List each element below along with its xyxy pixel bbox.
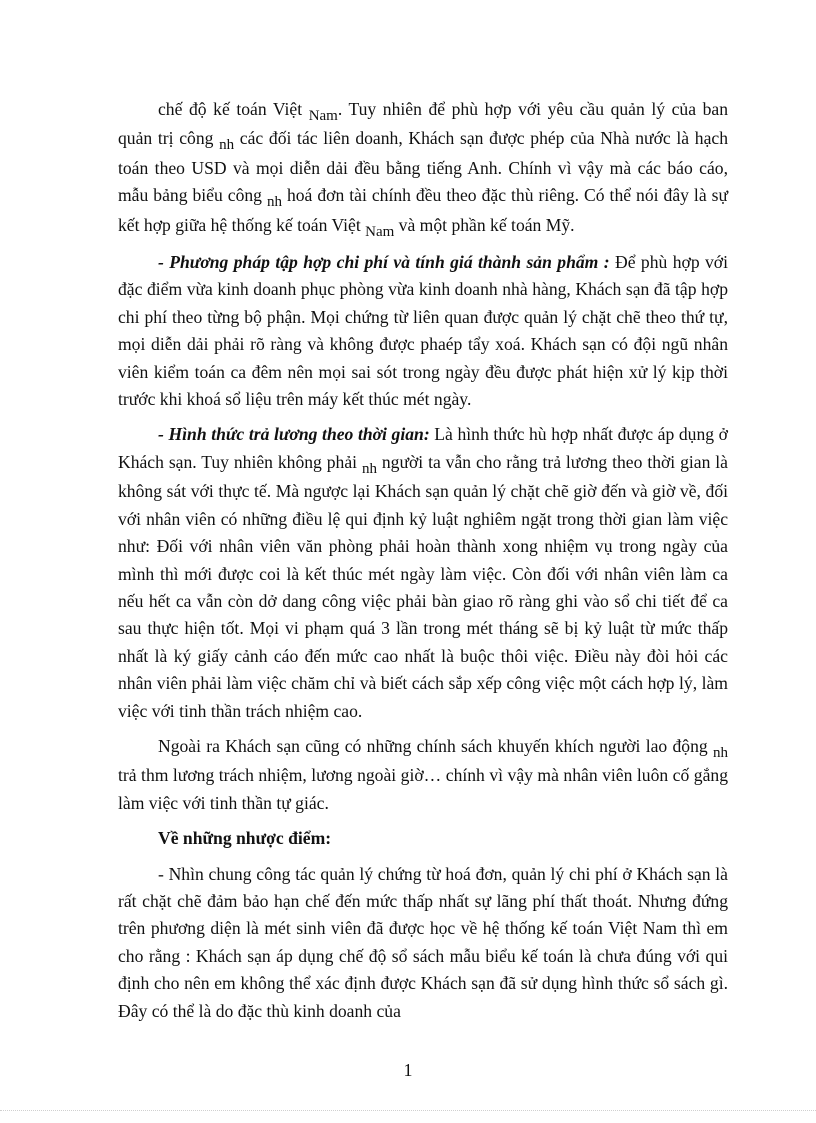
weaknesses-heading: Về những nhược điểm:: [158, 828, 332, 849]
time-wages-heading: - Hình thức trả lương theo thời gian:: [158, 424, 430, 445]
paragraph-cost-method: - Phương pháp tập hợp chi phí và tính giá thành sản phẩm : Để phù hợp với đặc điểm vừa kinh doanh phục phòng vừa kinh doanh nhà hàng, Khách sạn đã tập hợp chi phí theo từng bộ phận. Mọi chứng từ liên quan được quản lý chặt chẽ theo thứ tự, mọi diễn dải phải rõ ràng và không được phaép tẩy xoá. Khách sạn có đội ngũ nhân viên kiểm toán ca đêm nên mọi sai sót trong ngày đều được phát hiện xử lý kịp thời trước khi khoá sổ liệu trên máy kết thúc mét ngày.: [118, 252, 728, 410]
footer-divider: [0, 1110, 816, 1111]
body-text: [118, 96, 728, 1033]
paragraph-weaknesses: - Nhìn chung công tác quản lý chứng từ hoá đơn, quản lý chi phí ở Khách sạn là rất chặt chẽ đảm bảo hạn chế đến mức thấp nhất sự lãng phí thất thoát. Nhưng đứng trên phương diện là mét sinh viên đã được học về hệ thống kế toán Việt Nam thì em cho rằng : Khách sạn áp dụng chế độ sổ sách mẫu biểu kế toán là chưa đúng với qui định cho nên em không thể xác định được Khách sạn đã sử dụng hình thức sổ sách gì. Đây có thể là do đặc thù kinh doanh của: [118, 863, 728, 1021]
page-number: 1: [403, 1060, 413, 1080]
paragraph-incentives: Ngoài ra Khách sạn cũng có những chính sách khuyến khích người lao động nh trả thm lương trách nhiệm, lương ngoài giờ… chính vì vậy mà nhân viên luôn cố gắng làm việc với tinh thần tự giác.: [118, 735, 728, 813]
cost-method-heading: - Phương pháp tập hợp chi phí và tính giá thành sản phẩm :: [158, 252, 610, 273]
paragraph-accounting-regime: chế độ kế toán Việt Nam. Tuy nhiên để phù hợp với yêu cầu quản lý của ban quản trị công nh các đối tác liên doanh, Khách sạn được phép của Nhà nước là hạch toán theo USD và mọi diễn dải đều bằng tiếng Anh. Chính vì vậy mà các báo cáo, mẫu bảng biểu công nh hoá đơn tài chính đều theo đặc thù riêng. Có thể nói đây là sự kết hợp giữa hệ thống kế toán Việt Nam và một phần kế toán Mỹ.: [118, 99, 729, 240]
paragraph-time-wages: - Hình thức trả lương theo thời gian: Là hình thức hù hợp nhất được áp dụng ở Khách sạn. Tuy nhiên không phải nh người ta vẫn cho rằng trả lương theo thời gian là không sát với thực tế. Mà ngược lại Khách sạn quản lý chặt chẽ giờ đến và giờ về, đối với nhân viên có những điều lệ qui định kỷ luật nghiêm ngặt trong thời gian làm việc như: Đối với nhân viên văn phòng phải hoàn thành xong nhiệm vụ trong ngày của mình thì mới được coi là kết thúc mét ngày làm việc. Còn đối với nhân viên làm ca nếu hết ca vẫn còn dở dang công việc phải bàn giao rõ ràng ghi vào sổ chi tiết để ca sau thực hiện tốt. Mọi vi phạm quá 3 lần trong mét tháng sẽ bị kỷ luật từ mức thấp nhất là ký giấy cảnh cáo đến mức cao nhất là buộc thôi việc. Điều này đòi hỏi các nhân viên phải làm việc chăm chỉ và biết cách sắp xếp công việc một cách hợp lý, làm việc với tinh thần trách nhiệm cao.: [118, 424, 728, 721]
